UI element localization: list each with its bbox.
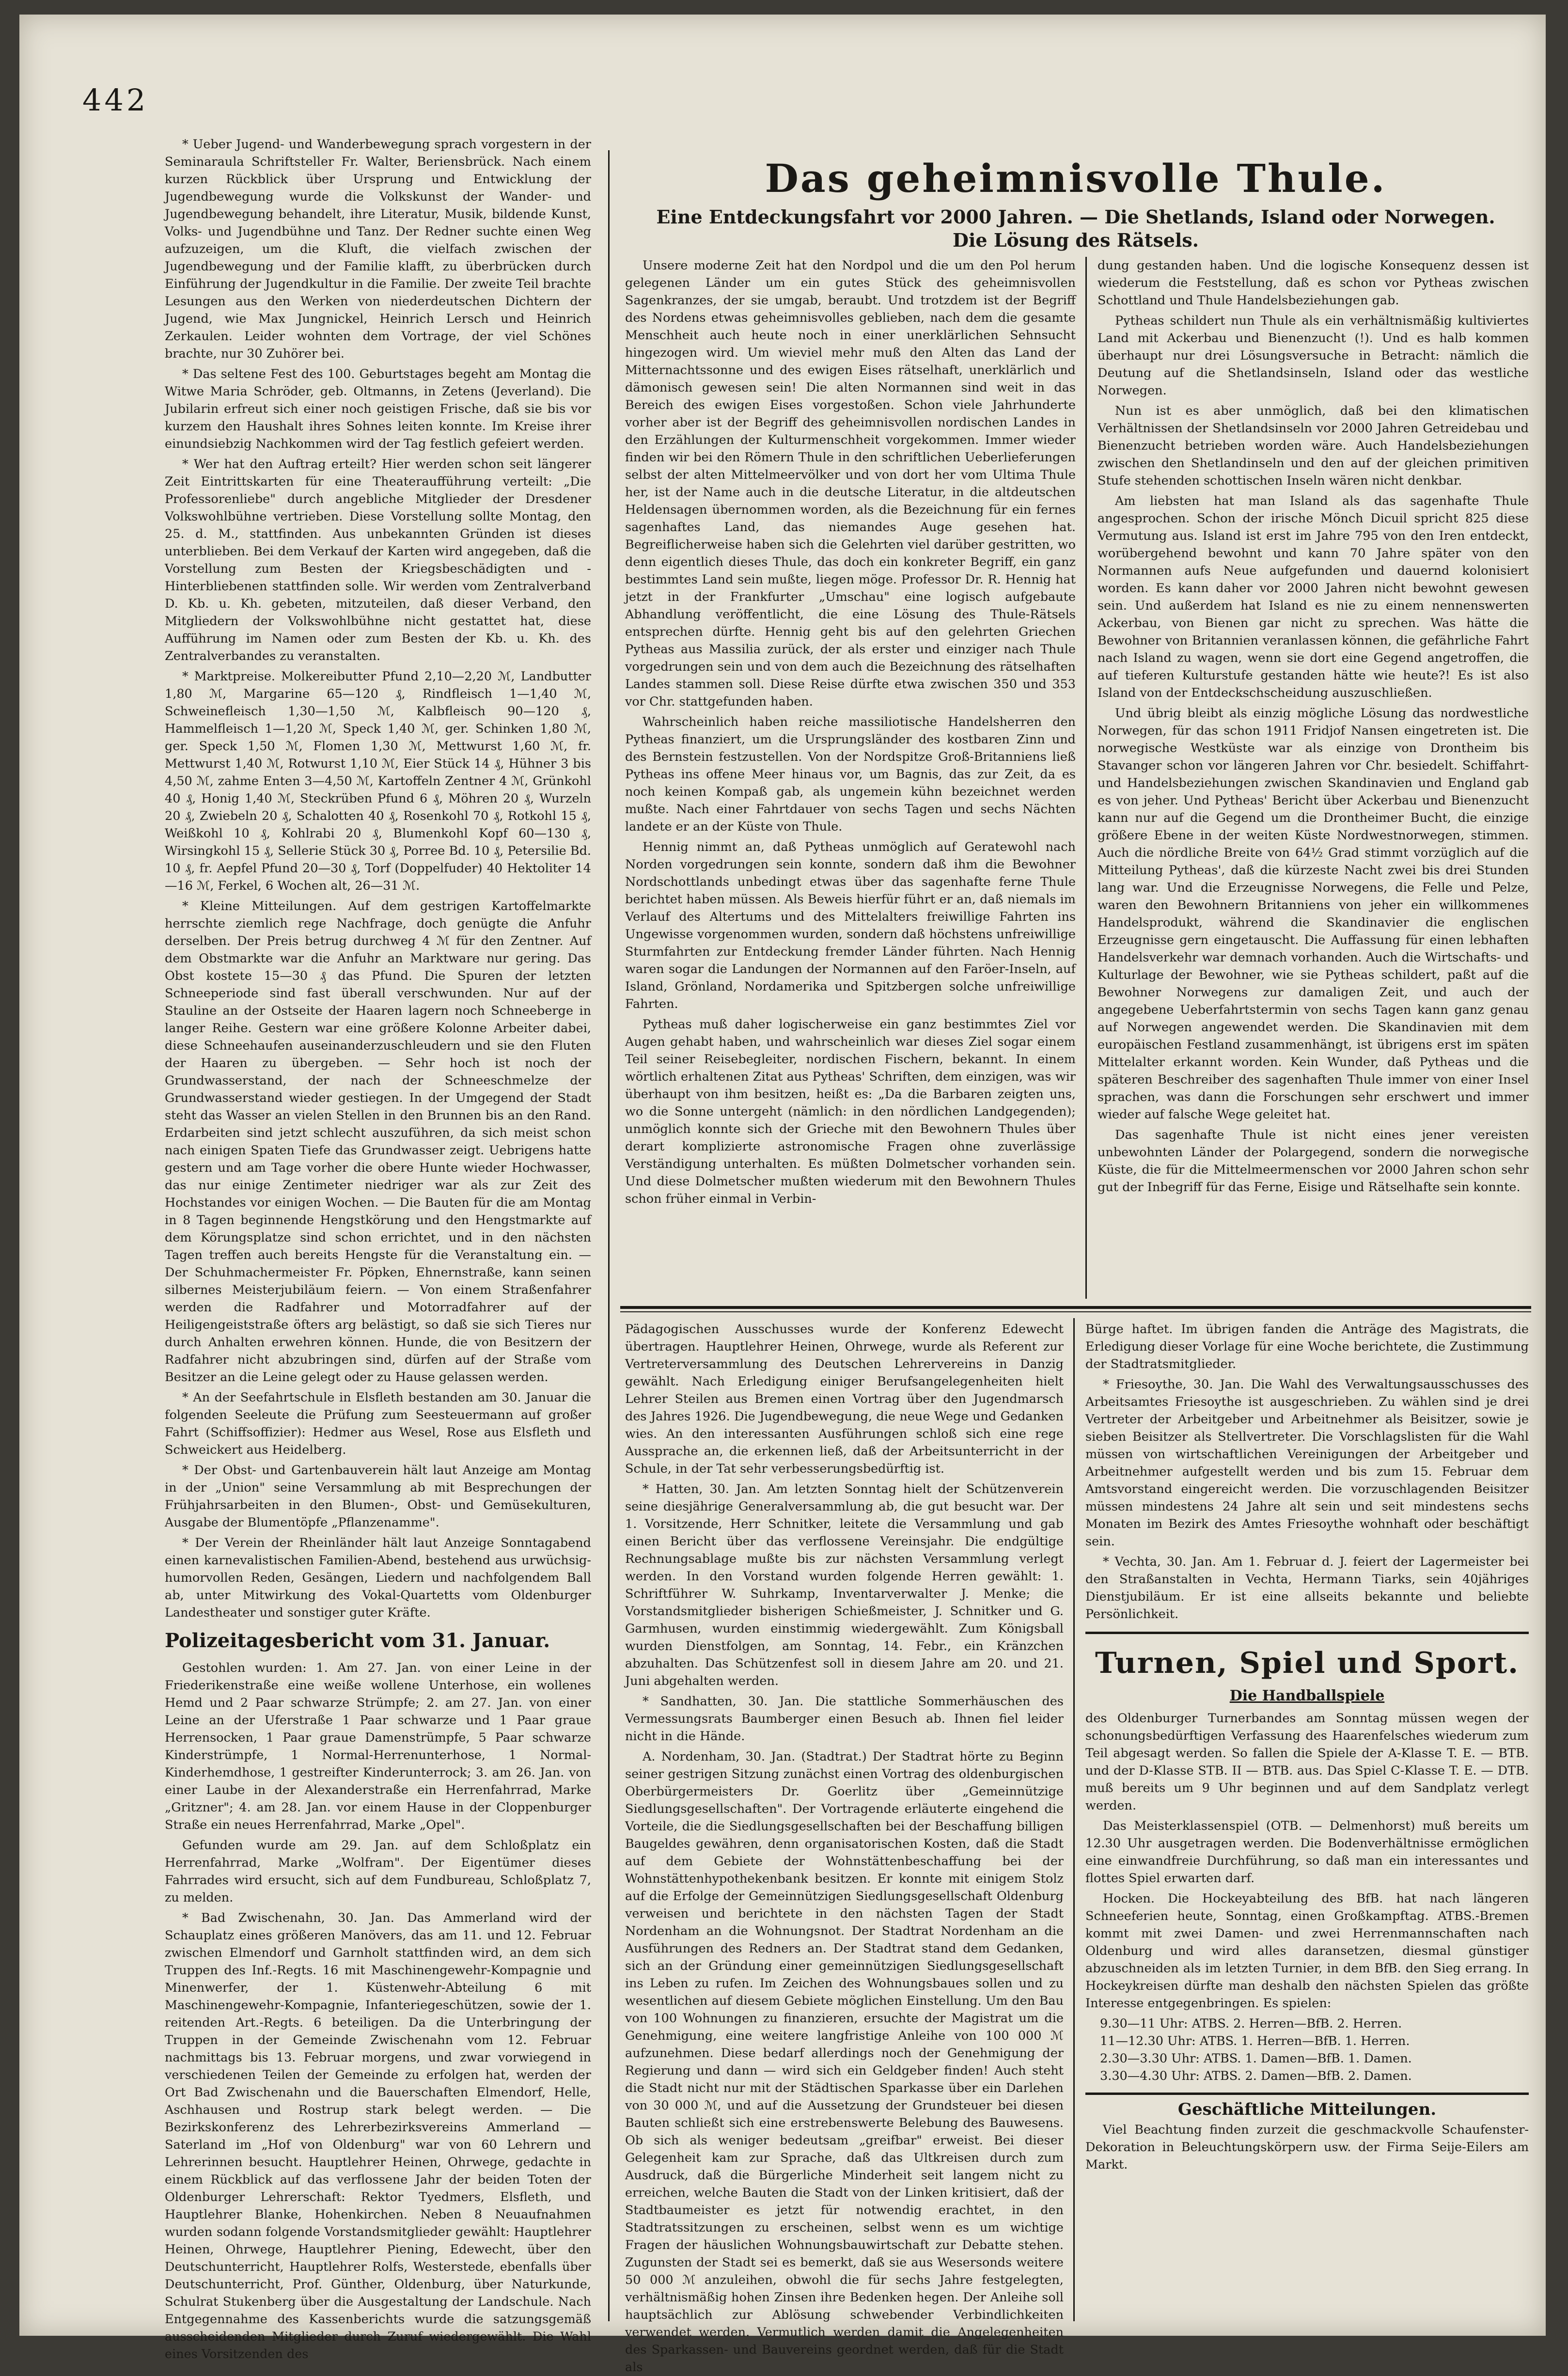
thule-column-right xyxy=(1098,257,1529,1299)
thule-subtitle-2: Die Lösung des Rätsels. xyxy=(953,229,1199,251)
handball-subtitle: Die Handballspiele xyxy=(1229,1687,1385,1704)
schedule-row: 2.30—3.30 Uhr: ATBS. 1. Damen—BfB. 1. Damen. xyxy=(1100,2051,1412,2066)
thule-paragraph: Nun ist es aber unmöglich, daß bei den klimatischen Verhältnissen der Shetlandsinseln vor 2000 Jahren Getreidebau und Bienenzucht betrieben worden wäre. Auch Handelsbeziehungen zwischen den Shetlandinseln und den auf der gleichen primitiven Stufe stehenden schottischen Inseln wären nicht denkbar. xyxy=(1098,404,1529,488)
sport-section-title: Turnen, Spiel und Sport. xyxy=(1095,1646,1520,1680)
thule-header xyxy=(620,155,1531,252)
thule-bottom-rule xyxy=(620,1306,1531,1309)
thule-paragraph: Unsere moderne Zeit hat den Nordpol und die um den Pol herum gelegenen Länder um ein gutes Stück des geheimnisvollen Sagenkranzes, der sie umgab, beraubt. Und trotzdem ist der Begriff des Nordens etwas geheimnisvolles geblieben, nach dem die gesamte Menschheit auch heute noch in einer unerklärlichen Sehnsucht hingezogen wird. Um wieviel mehr muß den Alten das Land der Mitternachtssonne und des ewigen Eises rätselhaft, unerklärlich und dämonisch gewesen sein! Die alten Normannen sind weit in das Bereich des ewigen Eises vorgestoßen. Schon viele Jahrhunderte vorher aber ist der Begriff des geheimnisvollen nordischen Landes in den Erzählungen der Kulturmenschheit vorgekommen. Immer wieder finden wir bei den Römern Thule in den schriftlichen Ueberlieferungen selbst der alten Mittelmeervölker und von dort her vom Ultima Thule her, ist der Name auch in die deutsche Literatur, in die altdeutschen Heldensagen übernommen worden, als die Bezeichnung für ein fernes sagenhaftes Land, das niemandes Auge gesehen hat. Begreiflicherweise haben sich die Gelehrten viel darüber gestritten, wo denn eigentlich dieses Thule, das doch ein konkreter Begriff, ein ganz bestimmtes Land sein mußte, liegen möge. Professor Dr. R. Hennig hat jetzt in der Frankfurter „Umschau" eine logisch aufgebaute Abhandlung veröffentlicht, die eine Lösung des Thule-Rätsels entsprechen dürfte. Hennig geht bis auf den gelehrten Griechen Pytheas aus Massilia zurück, der als erster und einziger nach Thule vorgedrungen sein und von dem auch die Bezeichnung des rätselhaften Landes stammen soll. Diese Reise dürfte etwa zwischen 350 und 353 vor Chr. stattgefunden haben. xyxy=(625,258,1076,709)
thule-paragraph: Und übrig bleibt als einzig mögliche Lösung das nordwestliche Norwegen, für das schon 1911 Fridjof Nansen eingetreten ist. Die norwegische Westküste war als einzige von Drontheim bis Stavanger schon vor längeren Jahren vor Chr. besiedelt. Schiffahrt- und Handelsbeziehungen zwischen Skandinavien und England gab es von jeher. Und Pytheas' Bericht über Ackerbau und Bienenzucht kann nur auf die Gegend um die Drontheimer Bucht, die einzige größere Ebene in der weiten Küste Nordwestnorwegen, stimmen. Auch die nördliche Breite von 64½ Grad stimmt vorzüglich auf die Mitteilung Pytheas', daß die kürzeste Nacht zwei bis drei Stunden lang war. Und die Erzeugnisse Norwegens, die Felle und Pelze, waren den Bewohnern Britanniens von jeher ein willkommenes Handelsprodukt, während die Skandinavier die englischen Erzeugnisse gern eingetauscht. Die Auffassung für einen lebhaften Handelsverkehr war demnach vorhanden. Auch die Wirtschafts- und Kulturlage der Bewohner, wie sie Pytheas schildert, paßt auf die Bewohner Norwegens zur damaligen Zeit, und auch der angegebene Ueberfahrtstermin von sechs Tagen kann ganz genau auf Norwegen angewendet werden. Die Skandinavien mit dem europäischen Festland zusammenhängt, ist übrigens erst im späten Mittelalter erkannt worden. Kein Wunder, daß Pytheas und die späteren Beschreiber des sagenhaften Thule immer von einer Insel sprachen, was dann die Forschungen sehr erschwert und immer wieder auf falsche Wege geleitet hat. xyxy=(1098,706,1529,1122)
article-100th-birthday: * Das seltene Fest des 100. Geburtstages begeht am Montag die Witwe Maria Schröder, geb. Oltmanns, in Zetens (Jeverland). Die Jubilarin erfreut sich einer noch geistigen Frische, daß sie bis vor kurzem den Haushalt ihres Sohnes leiten konnte. Im Kreise ihrer einundsiebzig Nachkommen wird der Tag festlich gefeiert werden. xyxy=(165,367,591,451)
article-garden-club: * Der Obst- und Gartenbauverein hält laut Anzeige am Montag in der „Union" seine Versammlung ab mit Besprechungen der Frühjahrsarbeiten in den Blumen-, Obst- und Gemüsekulturen, Ausgabe der Blumentöpfe „Pflanzenamme". xyxy=(165,1463,591,1530)
thule-paragraph: Pytheas schildert nun Thule als ein verhältnismäßig kultiviertes Land mit Ackerbau und Bienenzucht (!). Und es halb kommen überhaupt nur drei Lösungsversuche in Betracht: nämlich die Deutung auf die Shetlandsinseln, Island oder das westliche Norwegen. xyxy=(1098,314,1529,398)
sport-handball: des Oldenburger Turnerbandes am Sonntag müssen wegen der schonungsbedürftigen Verfassung des Haarenfelsches wiederum zum Teil abgesagt werden. So fallen die Spiele der A-Klasse T. E. — BTB. und der D-Klasse STB. II — BTB. aus. Das Spiel C-Klasse T. E. — DTB. muß bereits um 9 Uhr beginnen und auf dem Sandplatz verlegt werden. xyxy=(1085,1711,1529,1813)
thule-column-rule xyxy=(1085,257,1087,1299)
sport-hockey: Hocken. Die Hockeyabteilung des BfB. hat nach längeren Schneeferien heute, Sonntag, einen Großkampftag. ATBS.-Bremen kommt mit zwei Damen- und zwei Herrenmannschaften nach Oldenburg und wird alles daransetzen, diesmal günstiger abzuschneiden als im letzten Turnier, in dem BfB. den Sieg errang. In Hockeykreisen dürfte man deshalb den nächsten Spielen das größte Interesse entgegenbringen. Es spielen: xyxy=(1085,1891,1529,2011)
business-rule-top xyxy=(1085,2093,1529,2095)
police-found: Gefunden wurde am 29. Jan. auf dem Schloßplatz ein Herrenfahrrad, Marke „Wolfram". Der Eigentümer dieses Fahrrades wird ersucht, sich auf dem Fundbureau, Schloßplatz 7, zu melden. xyxy=(165,1838,591,1905)
article-nordenham: A. Nordenham, 30. Jan. (Stadtrat.) Der Stadtrat hörte zu Beginn seiner gestrigen Sitzung zunächst einen Vortrag des oldenburgischen Oberbürgermeisters Dr. Goerlitz über „Gemeinnützige Siedlungsgesellschaften". Der Vortragende erläuterte eingehend die Vorteile, die die Siedlungsgesellschaften bei der Beschaffung billigen Baugeldes gewähren, denn organisatorischen Kosten, daß die Stadt auf dem Gebiete der Wohnstättenbeschaffung bei der Wohnstättenhypothekenbank besitzen. Er konnte mit einigem Stolz auf die Erfolge der Gemeinnützigen Siedlungsgesellschaft Oldenburg verweisen und berichtete in den nächsten Tagen der Stadt Nordenham an die Wohnungsnot. Der Stadtrat Nordenham an die Ausführungen des Redners an. Der Stadtrat stand dem Gedanken, sich an der Gründung einer gemeinnützigen Siedlungsgesellschaft ins Leben zu rufen. Im Zeichen des Wohnungsbaues sollen und zu wesentlichen auf diesem Gebiete möglichen Einstellung. Um den Bau von 100 Wohnungen zu finanzieren, ersuchte der Magistrat um die Genehmigung, eine weitere langfristige Anleihe von 100 000 ℳ aufzunehmen. Diese bedarf allerdings noch der Genehmigung der Regierung und dann — wird sich ein Geldgeber finden! Auch steht die Stadt nicht nur mit der Städtischen Sparkasse über ein Darlehen von 30 000 ℳ, und auf die Aussetzung der Grundsteuer bei diesen Bauten schließt sich eine erstrebenswerte Belebung des Bauwesens. Ob sich als weniger bedeutsam „greifbar" erweist. Bei dieser Gelegenheit kam zur Sprache, daß das Ultkreisen durch zum Ausdruck, daß die Bürgerliche Minderheit seit langem nicht zu erreichen, welche Bauten die Stadt von der Linken kritisiert, daß der Stadtbaumeister es jetzt für notwendig erachtet, in den Stadtratssitzungen zu erscheinen, selbst wenn es um wichtige Fragen der häuslichen Wohnungsbauwirtschaft zur Debatte stehen. Zugunsten der Stadt sei es bemerkt, daß sie aus Wesersonds weitere 50 000 ℳ anzuleihen, obwohl die für sechs Jahre festgelegten, verhältnismäßig hohen Zinsen ihre Bedenken hegen. Der Anleihe soll hauptsächlich zur Ablösung schwebender Verbindlichkeiten verwendet werden. Vermutlich werden damit die Angelegenheiten des Sparkassen- und Bauvereins geordnet werden, daß für die Stadt als xyxy=(625,1749,1064,2375)
thule-title: Das geheimnisvolle Thule. xyxy=(765,156,1387,201)
article-hatten: * Hatten, 30. Jan. Am letzten Sonntag hielt der Schützenverein seine diesjährige Generalversammlung ab, die gut besucht war. Der 1. Vorsitzende, Herr Schnitker, leitete die Versammlung und gab einen Bericht über das verflossene Vereinsjahr. Die endgültige Rechnungsablage mußte bis zur nächsten Versammlung verlegt werden. In den Vorstand wurden folgende Herren gewählt: 1. Schriftführer W. Suhrkamp, Inventarverwalter J. Menke; die Vorstandsmitglieder bisherigen Schießmeister, J. Schnitker und G. Garmhusen, wurden einstimmig wiedergewählt. Zum Königsball wurden Dienstfolgen, am Sonntag, 14. Febr., ein Kränzchen abzuhalten. Das Schützenfest soll in diesem Jahre am 20. und 21. Juni abgehalten werden. xyxy=(625,1482,1064,1688)
page-number: 442 xyxy=(82,82,149,118)
column-rule-right xyxy=(1073,1318,1075,2321)
newspaper-page xyxy=(19,15,1546,2375)
police-report-heading: Polizeitagesbericht vom 31. Januar. xyxy=(165,1629,550,1652)
police-stolen: Gestohlen wurden: 1. Am 27. Jan. von einer Leine in der Friederikenstraße eine weiße wollene Unterhose, ein wollenes Hemd und 2 Paar schwarze Strümpfe; 2. am 27. Jan. von einer Leine an der Uferstraße 1 Paar schwarze und 1 Paar graue Herrensocken, 1 Paar graue Damenstrümpfe, 5 Paar schwarze Kinderstrümpfe, 1 Normal-Herrenunterhose, 1 Normal-Kinderhemdhose, 1 gestreifter Kinderunterrock; 3. am 26. Jan. von einer Laube in der Alexanderstraße ein Herrenfahrrad, Marke „Gritzner"; 4. am 28. Jan. vor einem Hause in der Cloppenburger Straße ein neues Herrenfahrrad, Marke „Opel". xyxy=(165,1661,591,1832)
middle-column xyxy=(625,1321,1064,2375)
article-vechta: * Vechta, 30. Jan. Am 1. Februar d. J. feiert der Lagermeister bei den Straßanstalten in Vechta, Hermann Tiarks, sein 40jähriges Dienstjubiläum. Er ist eine allseits bekannte und beliebte Persönlichkeit. xyxy=(1085,1555,1529,1621)
sport-rule-top xyxy=(1085,1632,1529,1634)
schedule-row: 11—12.30 Uhr: ATBS. 1. Herren—BfB. 1. Herren. xyxy=(1100,2034,1410,2048)
article-market-prices: * Marktpreise. Molkereibutter Pfund 2,10—2,20 ℳ, Landbutter 1,80 ℳ, Margarine 65—120 ₰, Rindfleisch 1—1,40 ℳ, Schweinefleisch 1,30—1,50 ℳ, Kalbfleisch 90—120 ₰, Hammelfleisch 1—1,20 ℳ, Speck 1,40 ℳ, ger. Schinken 1,80 ℳ, ger. Speck 1,50 ℳ, Flomen 1,30 ℳ, Mettwurst 1,60 ℳ, fr. Mettwurst 1,40 ℳ, Rotwurst 1,10 ℳ, Eier Stück 14 ₰, Hühner 3 bis 4,50 ℳ, zahme Enten 3—4,50 ℳ, Kartoffeln Zentner 4 ℳ, Grünkohl 40 ₰, Honig 1,40 ℳ, Steckrüben Pfund 6 ₰, Möhren 20 ₰, Wurzeln 20 ₰, Zwiebeln 20 ₰, Schalotten 40 ₰, Rosenkohl 70 ₰, Rotkohl 15 ₰, Weißkohl 10 ₰, Kohlrabi 20 ₰, Blumenkohl Kopf 60—130 ₰, Wirsingkohl 15 ₰, Sellerie Stück 30 ₰, Porree Bd. 10 ₰, Petersilie Bd. 10 ₰, fr. Aepfel Pfund 20—30 ₰, Torf (Doppelfuder) 40 Hektoliter 14—16 ℳ, Ferkel, 6 Wochen alt, 26—31 ℳ. xyxy=(165,669,591,893)
article-youth-movement: * Ueber Jugend- und Wanderbewegung sprach vorgestern in der Seminaraula Schriftsteller Fr. Walter, Beriensbrück. Nach einem kurzen Rückblick über Ursprung und Entwicklung der Jugendbewegung wurde die Volkskunst der Wander- und Jugendbewegung behandelt, ihre Literatur, Musik, bildende Kunst, Volks- und Jugendbühne und Tanz. Der Redner suchte einen Weg aufzuzeigen, um die Kluft, die vielfach zwischen der Jugendbewegung und der Familie klafft, zu überbrücken durch Einführung der Jugendkultur in die Familie. Der zweite Teil brachte Lesungen aus den Werken von niederdeutschen Dichtern der Jugend, wie Max Jungnickel, Heinrich Lersch und Heinrich Zerkaulen. Leider wohnten dem Vortrage, der viel Schönes brachte, nur 30 Zuhörer bei. xyxy=(165,137,591,361)
schedule-row: 9.30—11 Uhr: ATBS. 2. Herren—BfB. 2. Herren. xyxy=(1100,2016,1402,2031)
thule-paragraph: Am liebsten hat man Island als das sagenhafte Thule angesprochen. Schon der irische Mönch Dicuil spricht 825 diese Vermutung aus. Island ist erst im Jahre 795 von den Iren entdeckt, worübergehend bewohnt und kann 70 Jahre später von den Normannen aufs Neue aufgefunden und dauernd kolonisiert worden. Es kann daher vor 2000 Jahren nicht bewohnt gewesen sein. Und außerdem hat Island es nie zu einem nennenswerten Ackerbau, von Bienen gar nicht zu sprechen. Was hätte die Bewohner von Britannien veranlassen können, die gefährliche Fahrt nach Island zu wagen, wenn sie dort eine Gegend angetroffen, die auf tieferen Kulturstufe gestanden hätte wie heute?! Es ist also Island von der Entdeckschscheidung auszuschließen. xyxy=(1098,494,1529,700)
thule-column-left xyxy=(625,257,1076,1299)
column-rule-left xyxy=(608,150,610,2321)
article-theater-tickets: * Wer hat den Auftrag erteilt? Hier werden schon seit längerer Zeit Eintrittskarten für eine Theateraufführung verteilt: „Die Professorenliebe" durch angebliche Mitglieder der Dresdener Volkswohlbühne vertrieben. Diese Vorstellung sollte Montag, den 25. d. M., stattfinden. Aus unbekannten Gründen ist dieses unterblieben. Bei dem Verkauf der Karten wird angegeben, daß die Vorstellung zum Besten der Kriegsbeschädigten und -Hinterbliebenen stattfinden solle. Wir werden vom Zentralverband D. Kb. u. Kh. gebeten, mitzuteilen, daß dieser Verband, den Mitgliedern der Volkswohlbühne nicht gestattet hat, diese Aufführung im Namen oder zum Besten der Kb. u. Kh. des Zentralverbandes zu veranstalten. xyxy=(165,457,591,663)
article-rhineland-club: * Der Verein der Rheinländer hält laut Anzeige Sonntagabend einen karnevalistischen Familien-Abend, bestehend aus urwüchsig-humorvollen Reden, Gesängen, Liedern und nachfolgendem Ball ab, unter Mitwirkung des Vokal-Quartetts vom Oldenburger Landestheater und sonstiger guter Kräfte. xyxy=(165,1536,591,1620)
thule-paragraph: Wahrscheinlich haben reiche massiliotische Handelsherren den Pytheas finanziert, um die Ursprungsländer des kostbaren Zinn und des Bernstein festzustellen. Von der Nordspitze Groß-Britanniens ließ Pytheas ins offene Meer hinaus vor, um Bagnis, das zur Zeit, da es noch keinen Kompaß gab, als ungemein kühn bezeichnet werden mußte. Nach einer Fahrtdauer von sechs Tagen und sechs Nächten landete er an der Küste von Thule. xyxy=(625,715,1076,834)
thule-bottom-rule-thin xyxy=(620,1311,1531,1312)
article-small-news: * Kleine Mitteilungen. Auf dem gestrigen Kartoffelmarkte herrschte ziemlich rege Nachfrage, doch genügte die Anfuhr derselben. Der Preis betrug durchweg 4 ℳ für den Zentner. Auf dem Obstmarkte war die Anfuhr an Marktware nur gering. Das Obst kostete 15—30 ₰ das Pfund. Die Spuren der letzten Schneeperiode sind fast überall verschwunden. Nur auf der Stauline an der Ostseite der Haaren lagern noch Schneeberge in langer Reihe. Gestern war eine größere Kolonne Arbeiter dabei, diese Schneehaufen auseinanderzuschleudern und sie den Fluten der Haaren zu übergeben. — Sehr hoch ist noch der Grundwasserstand, der nach der Schneeschmelze der Grundwasserstand wieder gestiegen. In der Umgegend der Stadt steht das Wasser an vielen Stellen in den Brunnen bis an den Rand. Erdarbeiten sind jetzt schlecht auszuführen, da sich meist schon nach einigen Spaten Tiefe das Grundwasser zeigt. Uebrigens hatte gestern und am Tage vorher die obere Hunte wieder Hochwasser, das nur einige Zentimeter niedriger war als zur Zeit des Hochstandes vor einigen Wochen. — Die Bauten für die am Montag in 8 Tagen beginnende Hengstkörung und den Hengstmarkte auf dem Körungsplatze sind schon errichtet, und in den nächsten Tagen treffen auch bereits Hengste für die Veranstaltung ein. — Der Schuhmachermeister Fr. Pöpken, Ehnernstraße, kann seinen silbernes Meisterjubiläum feiern. — Von einem Straßenfahrer werden die Radfahrer und Motorradfahrer auf der Heiligengeiststraße öfters arg belästigt, so daß sie sich Tieres nur durch Anhalten erwehren können. Hunde, die von Besitzern der Radfahrer nicht abzubringen sind, dürfen auf der Straße vom Besitzer an die Leine gelegt oder zu Hause gelassen werden. xyxy=(165,899,591,1385)
thule-paragraph: dung gestanden haben. Und die logische Konsequenz dessen ist wiederum die Feststellung, daß es schon vor Pytheas zwischen Schottland und Thule Handelsbeziehungen gab. xyxy=(1098,258,1529,308)
right-column xyxy=(1085,1321,1529,2324)
thule-subtitle-1: Eine Entdeckungsfahrt vor 2000 Jahren. — Die Shetlands, Island oder Norwegen. xyxy=(656,206,1495,228)
schedule-row: 3.30—4.30 Uhr: ATBS. 2. Damen—BfB. 2. Damen. xyxy=(1100,2069,1412,2083)
hockey-schedule xyxy=(1085,2015,1529,2085)
article-friesoythe: * Friesoythe, 30. Jan. Die Wahl des Verwaltungsausschusses des Arbeitsamtes Friesoythe ist ausgeschrieben. Zu wählen sind je drei Vertreter der Arbeitgeber und Arbeitnehmer als Beisitzer, sowie je sieben Beisitzer als Stellvertreter. Die Vorschlagslisten für die Wahl müssen von wirtschaftlichen Vereinigungen der Arbeitgeber und Arbeitnehmer aufgestellt werden und bis zum 15. Februar dem Amtsvorstand eingereicht werden. Die vorzuschlagenden Beisitzer müssen mindestens 24 Jahre alt sein und seit mindestens sechs Monaten im Bezirk des Amtes Friesoythe wohnhaft oder beschäftigt sein. xyxy=(1085,1377,1529,1549)
article-bad-zwischenahn: * Bad Zwischenahn, 30. Jan. Das Ammerland wird der Schauplatz eines größeren Manövers, das am 11. und 12. Februar zwischen Elmendorf und Garnholt stattfinden wird, an dem sich Truppen des Inf.-Regts. 16 mit Maschinengewehr-Kompagnie und Minenwerfer, der 1. Küstenwehr-Abteilung 6 mit Maschinengewehr-Kompagnie, Infanteriegeschützen, sowie der 1. reitenden Art.-Regts. 6 beteiligen. Da die Unterbringung der Truppen in der Gemeinde Zwischenahn vom 12. Februar nachmittags bis 13. Februar morgens, und zwar vorwiegend in verschiedenen Teilen der Gemeinde zu erfolgen hat, werden der Ort Bad Zwischenahn und die Bauerschaften Elmendorf, Helle, Aschhausen und Rostrup stark belegt werden. — Die Bezirkskonferenz des Lehrerbezirksvereins Ammerland — Saterland im „Hof von Oldenburg" war von 60 Lehrern und Lehrerinnen besucht. Hauptlehrer Heinen, Ohrwege, gedachte in einem Rückblick auf das verflossene Jahr der beiden Toten der Oldenburger Lehrerschaft: Rektor Tyedmers, Elsfleth, und Hauptlehrer Blanke, Hohenkirchen. Neben 8 Neuaufnahmen wurden sodann folgende Vorstandsmitglieder gewählt: Hauptlehrer Heinen, Ohrwege, Hauptlehrer Piening, Edewecht, über den Deutschunterricht, Hauptlehrer Rolfs, Westerstede, ebenfalls über Deutschunterricht, Prof. Günther, Oldenburg, über Naturkunde, Schulrat Stukenberg über die Ausgestaltung der Landschule. Nach Entgegennahme des Kassenberichts wurde die satzungsgemäß ausscheidenden Mitglieder durch Zuruf wiedergewählt. Die Wahl eines Vorsitzenden des xyxy=(165,1911,591,2361)
sport-championship: Das Meisterklassenspiel (OTB. — Delmenhorst) muß bereits um 12.30 Uhr ausgetragen werden. Die Bodenverhältnisse ermöglichen eine einwandfreie Durchführung, so daß man ein interessantes und flottes Spiel erwarten darf. xyxy=(1085,1819,1529,1886)
article-sandhatten: * Sandhatten, 30. Jan. Die stattliche Sommerhäuschen des Vermessungsrats Baumberger einen Besuch ab. Ihnen fiel leider nicht in die Hände. xyxy=(625,1694,1064,1744)
article-teachers-conference: Pädagogischen Ausschusses wurde der Konferenz Edewecht übertragen. Hauptlehrer Heinen, Ohrwege, wurde als Referent zur Vertreterversammlung des Deutschen Lehrervereins in Danzig gewählt. Nach Erledigung einiger Berufsangelegenheiten hielt Lehrer Steilen aus Bremen einen Vortrag über den Jugendmarsch des Jahres 1926. Die Jugendbewegung, die neue Wege und Gedanken wies. An den interessanten Ausführungen schloß sich eine rege Aussprache an, die erkennen ließ, daß der Arbeitsunterricht in der Schule, in der Tat sehr verbesserungsbedürftig ist. xyxy=(625,1322,1064,1476)
article-magistrate: Bürge haftet. Im übrigen fanden die Anträge des Magistrats, die Erledigung dieser Vorlage für eine Woche berichtete, die Zustimmung der Stadtratsmitglieder. xyxy=(1085,1322,1529,1371)
thule-paragraph: Das sagenhafte Thule ist nicht eines jener vereisten unbewohnten Länder der Polargegend, sondern die norwegische Küste, die für die Mittelmeermenschen vor 2000 Jahren schon sehr gut der Inbegriff für das Ferne, Eisige und Rätselhafte sein konnte. xyxy=(1098,1128,1529,1195)
thule-paragraph: Pytheas muß daher logischerweise ein ganz bestimmtes Ziel vor Augen gehabt haben, und wahrscheinlich war dieses Ziel sogar einem Teil seiner Reisebegleiter, nordischen Fischern, bekannt. In einem wörtlich erhaltenen Zitat aus Pytheas' Schriften, dem einzigen, was wir überhaupt von ihm besitzen, heißt es: „Da die Barbaren zeigten uns, wo die Sonne untergeht (nämlich: in den nördlichen Landgegenden); unmöglich konnte sich der Grieche mit den Bewohnern Thules über derart komplizierte astronomische Fragen ohne zuverlässige Verständigung unterhalten. Es müßten Dolmetscher vorhanden sein. Und diese Dolmetscher mußten wiederum mit den Bewohnern Thules schon früher einmal in Verbin- xyxy=(625,1017,1076,1206)
thule-paragraph: Hennig nimmt an, daß Pytheas unmöglich auf Geratewohl nach Norden vorgedrungen sein konnte, sondern daß ihm die Bewohner Nordschottlands unbedingt etwas über das sagenhafte ferne Thule berichtet haben müssen. Als Beweis hierfür führt er an, daß niemals im Verlauf des Altertums und des Mittelalters freiwillige Fahrten ins Ungewisse vorgenommen wurden, sondern daß höchstens unfreiwillige Sturmfahrten zur Entdeckung fremder Länder führten. Nach Hennig waren sogar die Landungen der Normannen auf den Faröer-Inseln, auf Island, Grönland, Nordamerika und Spitzbergen solche unfreiwillige Fahrten. xyxy=(625,840,1076,1011)
business-text: Viel Beachtung finden zurzeit die geschmackvolle Schaufenster-Dekoration in Beleuchtungskörpern usw. der Firma Seije-Eilers am Markt. xyxy=(1085,2123,1529,2172)
left-column xyxy=(165,136,591,2361)
business-title: Geschäftliche Mitteilungen. xyxy=(1177,2100,1437,2119)
article-navigation-school: * An der Seefahrtschule in Elsfleth bestanden am 30. Januar die folgenden Seeleute die Prüfung zum Seesteuermann auf großer Fahrt (Schiffsoffizier): Hedmer aus Wesel, Rose aus Elsfleth und Schweickert aus Heidelberg. xyxy=(165,1390,591,1457)
